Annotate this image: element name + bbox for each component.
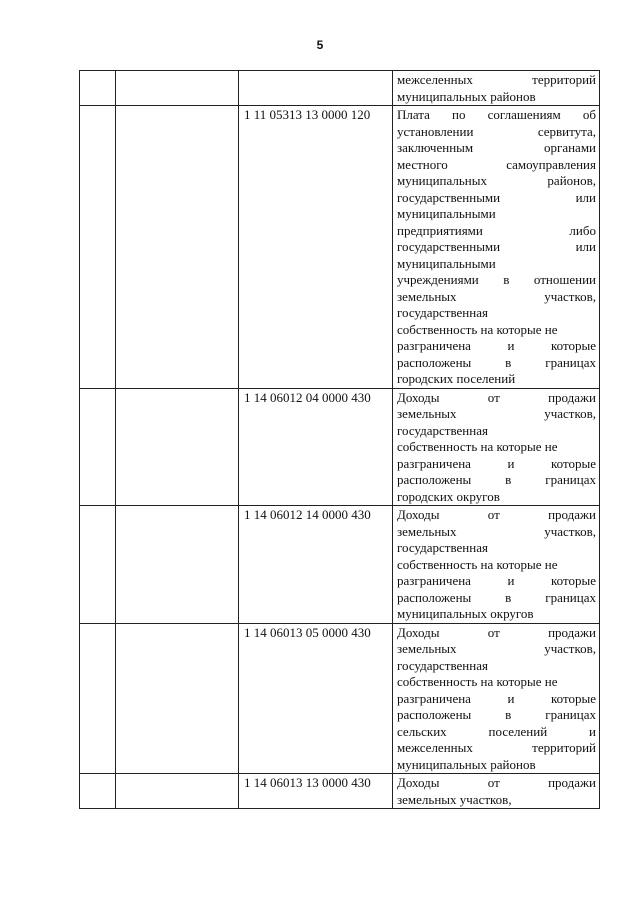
table-row — [80, 71, 600, 106]
description-line: муниципальных районов, — [397, 173, 596, 188]
description-line: Плата по соглашениям об — [397, 107, 596, 122]
description-line: заключенным органами — [397, 140, 596, 155]
description-line: земельных участков, — [397, 791, 512, 807]
revenue-code: 1 14 06012 14 0000 430 — [239, 506, 393, 624]
description-line: Доходы от продажи — [397, 624, 596, 640]
revenue-code: 1 14 06013 13 0000 430 — [239, 774, 393, 809]
description-line: государственными или — [397, 239, 596, 254]
description-line: расположены в границах — [397, 472, 596, 487]
description-line: Доходы от продажи — [397, 775, 596, 790]
description-line: государственная — [397, 540, 488, 555]
empty-cell-2 — [116, 71, 239, 106]
description-line: Доходы от продажи — [397, 507, 596, 522]
description-line: муниципальными — [397, 255, 496, 271]
empty-cell-2 — [116, 623, 239, 774]
description-line: земельных участков, — [397, 406, 596, 421]
description-line: собственность на которые не — [397, 556, 558, 572]
description-line: государственная — [397, 305, 488, 320]
description-line: собственность на которые не — [397, 674, 558, 689]
empty-cell-2 — [116, 774, 239, 809]
description-line: расположены в границах — [397, 589, 596, 605]
description-line: государственная — [397, 657, 488, 673]
empty-cell-1 — [80, 623, 116, 774]
description-line: межселенных территорий — [397, 740, 596, 755]
description-line: установлении сервитута, — [397, 123, 596, 139]
revenue-description — [393, 774, 600, 809]
empty-cell-1 — [80, 388, 116, 506]
description-line: сельских поселений и — [397, 723, 596, 739]
revenue-code — [239, 71, 393, 106]
description-line: земельных участков, — [397, 288, 596, 304]
revenue-description — [393, 71, 600, 106]
description-line: земельных участков, — [397, 641, 596, 656]
table-row — [80, 506, 600, 624]
empty-cell-2 — [116, 106, 239, 389]
description-line: государственная — [397, 422, 488, 438]
description-line: муниципальных округов — [397, 606, 534, 621]
description-line: разграничена и которые — [397, 573, 596, 588]
description-line: межселенных территорий — [397, 72, 596, 87]
description-line: муниципальных районов — [397, 88, 536, 104]
description-line: разграничена и которые — [397, 338, 596, 353]
description-line: учреждениями в отношении — [397, 272, 596, 287]
table-row — [80, 106, 600, 389]
description-line: местного самоуправления — [397, 156, 596, 172]
empty-cell-2 — [116, 506, 239, 624]
revenue-code: 1 14 06013 05 0000 430 — [239, 623, 393, 774]
description-line: городских округов — [397, 488, 500, 504]
revenue-code: 1 14 06012 04 0000 430 — [239, 388, 393, 506]
revenue-codes-table — [79, 70, 600, 809]
empty-cell-1 — [80, 71, 116, 106]
description-line: разграничена и которые — [397, 455, 596, 471]
description-line: собственность на которые не — [397, 439, 558, 454]
description-line: предприятиями либо — [397, 222, 596, 238]
revenue-description — [393, 106, 600, 389]
page-number: 5 — [316, 38, 324, 52]
description-line: расположены в границах — [397, 354, 596, 370]
empty-cell-1 — [80, 106, 116, 389]
revenue-description — [393, 623, 600, 774]
revenue-code: 1 11 05313 13 0000 120 — [239, 106, 393, 389]
description-line: городских поселений — [397, 371, 516, 386]
revenue-description — [393, 506, 600, 624]
description-line: разграничена и которые — [397, 690, 596, 706]
table-row — [80, 623, 600, 774]
description-line: земельных участков, — [397, 523, 596, 539]
revenue-description — [393, 388, 600, 506]
description-line: муниципальными — [397, 206, 496, 221]
description-line: собственность на которые не — [397, 321, 558, 337]
table-row — [80, 388, 600, 506]
description-line: муниципальных районов — [397, 756, 536, 772]
description-line: Доходы от продажи — [397, 389, 596, 405]
description-line: государственными или — [397, 189, 596, 205]
empty-cell-2 — [116, 388, 239, 506]
description-line: расположены в границах — [397, 707, 596, 722]
empty-cell-1 — [80, 506, 116, 624]
table-row — [80, 774, 600, 809]
table-body — [80, 71, 600, 809]
empty-cell-1 — [80, 774, 116, 809]
